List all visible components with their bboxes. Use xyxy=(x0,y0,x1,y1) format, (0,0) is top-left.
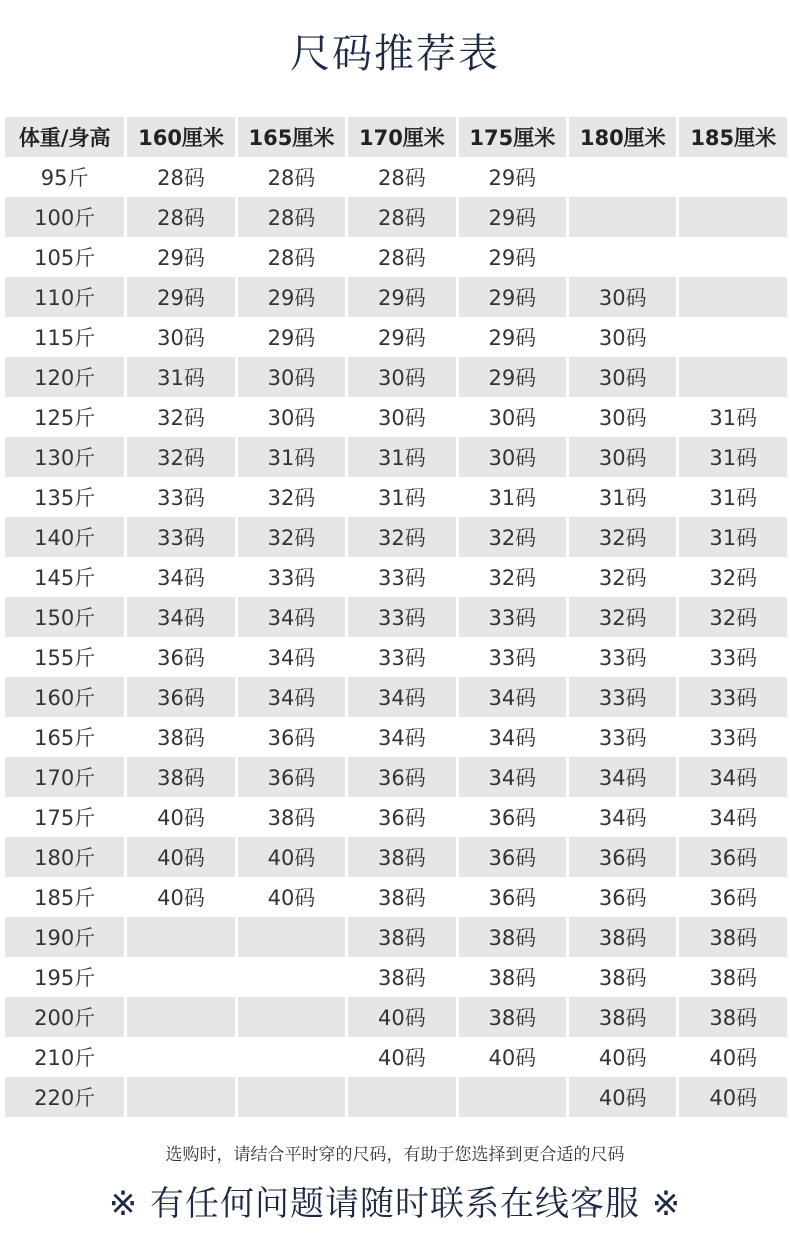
size-cell xyxy=(127,1077,234,1117)
table-row xyxy=(5,437,787,477)
weight-cell: 115斤 xyxy=(34,326,96,350)
size-cell: 36码 xyxy=(488,886,537,910)
weight-cell: 200斤 xyxy=(5,997,124,1037)
size-cell: 40码 xyxy=(267,886,316,910)
size-cell: 29码 xyxy=(127,277,234,317)
size-cell: 40码 xyxy=(238,837,345,877)
size-cell: 36码 xyxy=(348,757,455,797)
size-cell: 28码 xyxy=(267,246,316,270)
size-cell xyxy=(679,357,787,397)
size-cell: 28码 xyxy=(238,197,345,237)
table-row xyxy=(5,517,787,557)
size-cell: 32码 xyxy=(238,517,345,557)
size-cell xyxy=(127,997,234,1037)
weight-cell: 160斤 xyxy=(5,677,124,717)
size-cell: 36码 xyxy=(459,837,566,877)
size-cell: 38码 xyxy=(459,917,566,957)
table-row xyxy=(5,677,787,717)
table-row xyxy=(5,197,787,237)
size-cell: 30码 xyxy=(378,406,426,430)
header-height-4: 175厘米 xyxy=(459,117,566,157)
table-row xyxy=(5,157,787,197)
size-cell: 28码 xyxy=(157,166,205,190)
size-cell: 32码 xyxy=(598,566,647,590)
size-cell xyxy=(348,1077,455,1117)
page-title: 尺码推荐表 xyxy=(290,31,500,77)
size-cell: 31码 xyxy=(709,486,758,510)
table-row xyxy=(5,317,787,357)
size-cell: 33码 xyxy=(378,646,426,670)
size-cell: 30码 xyxy=(267,406,316,430)
size-cell: 38码 xyxy=(488,966,537,990)
size-cell: 34码 xyxy=(459,677,566,717)
size-cell: 33码 xyxy=(598,726,647,750)
size-cell: 34码 xyxy=(709,806,758,830)
size-cell: 34码 xyxy=(127,597,234,637)
header-height-5: 180厘米 xyxy=(569,117,676,157)
size-cell: 38码 xyxy=(598,966,647,990)
header-weight-height: 体重/身高 xyxy=(5,117,124,157)
size-cell: 36码 xyxy=(378,806,426,830)
weight-cell: 150斤 xyxy=(5,597,124,637)
size-cell: 34码 xyxy=(459,757,566,797)
size-cell: 33码 xyxy=(709,646,758,670)
size-cell xyxy=(127,957,234,997)
size-cell: 32码 xyxy=(569,517,676,557)
size-cell: 38码 xyxy=(348,837,455,877)
weight-cell: 145斤 xyxy=(34,566,96,590)
size-cell xyxy=(679,277,787,317)
table-row xyxy=(5,917,787,957)
size-cell: 34码 xyxy=(598,806,647,830)
size-cell: 33码 xyxy=(348,597,455,637)
size-cell xyxy=(679,317,787,357)
size-cell: 38码 xyxy=(709,966,758,990)
size-cell: 32码 xyxy=(348,517,455,557)
size-cell: 33码 xyxy=(679,677,787,717)
size-cell: 33码 xyxy=(459,597,566,637)
size-cell: 40码 xyxy=(157,886,205,910)
size-cell: 32码 xyxy=(679,597,787,637)
size-cell: 38码 xyxy=(157,726,205,750)
size-cell: 36码 xyxy=(267,726,316,750)
size-cell: 31码 xyxy=(709,406,758,430)
size-cell: 38码 xyxy=(378,966,426,990)
weight-cell: 125斤 xyxy=(34,406,96,430)
size-cell xyxy=(238,1077,345,1117)
size-cell: 40码 xyxy=(348,997,455,1037)
table-row xyxy=(5,1037,787,1077)
size-cell: 32码 xyxy=(459,517,566,557)
table-body xyxy=(5,157,787,1117)
size-cell: 29码 xyxy=(238,277,345,317)
size-cell: 33码 xyxy=(709,726,758,750)
size-cell: 38码 xyxy=(459,997,566,1037)
weight-cell: 180斤 xyxy=(5,837,124,877)
size-chart-table xyxy=(2,117,790,1117)
size-cell: 32码 xyxy=(569,597,676,637)
size-cell: 33码 xyxy=(569,677,676,717)
size-cell: 36码 xyxy=(598,886,647,910)
weight-cell: 170斤 xyxy=(5,757,124,797)
weight-cell: 95斤 xyxy=(40,166,89,190)
contact-service-text: ※ 有任何问题请随时联系在线客服 ※ xyxy=(108,1184,682,1224)
size-cell: 30码 xyxy=(598,406,647,430)
size-cell: 30码 xyxy=(348,357,455,397)
table-row xyxy=(5,557,787,597)
size-cell: 31码 xyxy=(679,517,787,557)
weight-cell: 175斤 xyxy=(34,806,96,830)
weight-cell: 100斤 xyxy=(5,197,124,237)
size-cell: 38码 xyxy=(378,886,426,910)
size-cell: 32码 xyxy=(267,486,316,510)
weight-cell: 110斤 xyxy=(5,277,124,317)
size-cell: 28码 xyxy=(348,197,455,237)
size-cell: 34码 xyxy=(267,646,316,670)
size-cell: 30码 xyxy=(598,326,647,350)
table-row xyxy=(5,477,787,517)
weight-cell: 185斤 xyxy=(34,886,96,910)
size-cell: 38码 xyxy=(679,997,787,1037)
size-cell: 28码 xyxy=(127,197,234,237)
size-cell: 38码 xyxy=(267,806,316,830)
size-cell xyxy=(679,197,787,237)
size-cell: 29码 xyxy=(267,326,316,350)
size-cell xyxy=(679,237,787,277)
size-cell: 31码 xyxy=(348,437,455,477)
size-cell: 40码 xyxy=(679,1077,787,1117)
table-row xyxy=(5,237,787,277)
table-row xyxy=(5,637,787,677)
size-cell: 30码 xyxy=(488,406,537,430)
table-header-row xyxy=(5,117,787,157)
size-cell xyxy=(238,997,345,1037)
size-cell: 40码 xyxy=(157,806,205,830)
size-cell: 34码 xyxy=(378,726,426,750)
size-cell: 38码 xyxy=(348,917,455,957)
size-cell: 30码 xyxy=(569,277,676,317)
size-cell: 28码 xyxy=(378,166,426,190)
size-cell: 33码 xyxy=(127,517,234,557)
size-cell: 34码 xyxy=(679,757,787,797)
header-height-6: 185厘米 xyxy=(679,117,787,157)
size-cell: 29码 xyxy=(378,326,426,350)
size-cell: 29码 xyxy=(488,326,537,350)
weight-cell: 120斤 xyxy=(5,357,124,397)
size-cell: 29码 xyxy=(348,277,455,317)
size-cell: 30码 xyxy=(569,357,676,397)
size-cell: 32码 xyxy=(709,566,758,590)
size-cell: 36码 xyxy=(127,677,234,717)
weight-cell: 135斤 xyxy=(34,486,96,510)
size-cell: 32码 xyxy=(488,566,537,590)
size-cell: 33码 xyxy=(598,646,647,670)
size-cell: 30码 xyxy=(569,437,676,477)
size-cell: 33码 xyxy=(378,566,426,590)
table-row xyxy=(5,717,787,757)
weight-cell: 140斤 xyxy=(5,517,124,557)
size-cell: 29码 xyxy=(488,166,537,190)
size-cell: 34码 xyxy=(488,726,537,750)
size-cell: 33码 xyxy=(157,486,205,510)
weight-cell: 105斤 xyxy=(34,246,96,270)
purchase-note: 选购时，请结合平时穿的尺码，有助于您选择到更合适的尺码 xyxy=(165,1145,625,1165)
table-row xyxy=(5,357,787,397)
size-cell xyxy=(238,957,345,997)
size-cell: 38码 xyxy=(569,997,676,1037)
table-row xyxy=(5,277,787,317)
header-height-2: 165厘米 xyxy=(238,117,345,157)
table-row xyxy=(5,1077,787,1117)
size-cell xyxy=(127,917,234,957)
size-cell: 34码 xyxy=(569,757,676,797)
table-row xyxy=(5,757,787,797)
size-cell: 29码 xyxy=(459,277,566,317)
size-cell: 32码 xyxy=(157,406,205,430)
table-row xyxy=(5,877,787,917)
size-cell xyxy=(569,197,676,237)
size-cell: 29码 xyxy=(459,197,566,237)
size-cell: 40码 xyxy=(378,1046,426,1070)
size-cell: 40码 xyxy=(598,1046,647,1070)
size-cell: 31码 xyxy=(598,486,647,510)
size-cell: 33码 xyxy=(488,646,537,670)
size-cell xyxy=(459,1077,566,1117)
table-row xyxy=(5,837,787,877)
size-cell: 31码 xyxy=(127,357,234,397)
size-cell: 36码 xyxy=(157,646,205,670)
size-cell xyxy=(569,237,676,277)
size-cell: 28码 xyxy=(267,166,316,190)
size-cell: 31码 xyxy=(378,486,426,510)
weight-cell: 190斤 xyxy=(5,917,124,957)
table-row xyxy=(5,997,787,1037)
size-cell xyxy=(569,157,676,197)
size-cell: 34码 xyxy=(238,677,345,717)
size-cell: 28码 xyxy=(378,246,426,270)
size-cell: 30码 xyxy=(157,326,205,350)
size-cell: 29码 xyxy=(459,357,566,397)
size-cell xyxy=(238,1037,345,1077)
size-cell: 40码 xyxy=(709,1046,758,1070)
size-cell: 36码 xyxy=(709,886,758,910)
size-cell: 34码 xyxy=(348,677,455,717)
weight-cell: 155斤 xyxy=(34,646,96,670)
weight-cell: 195斤 xyxy=(34,966,96,990)
size-cell: 38码 xyxy=(127,757,234,797)
weight-cell: 220斤 xyxy=(5,1077,124,1117)
size-cell: 40码 xyxy=(127,837,234,877)
size-cell: 40码 xyxy=(488,1046,537,1070)
size-cell: 40码 xyxy=(569,1077,676,1117)
table-row xyxy=(5,597,787,637)
weight-cell: 165斤 xyxy=(34,726,96,750)
size-cell: 32码 xyxy=(127,437,234,477)
header-height-1: 160厘米 xyxy=(127,117,234,157)
size-cell xyxy=(679,157,787,197)
size-cell: 34码 xyxy=(157,566,205,590)
size-cell: 36码 xyxy=(488,806,537,830)
size-cell: 29码 xyxy=(157,246,205,270)
header-height-3: 170厘米 xyxy=(348,117,455,157)
table-row xyxy=(5,397,787,437)
size-cell: 34码 xyxy=(238,597,345,637)
size-cell: 30码 xyxy=(459,437,566,477)
size-cell: 36码 xyxy=(679,837,787,877)
size-cell: 30码 xyxy=(238,357,345,397)
size-cell: 31码 xyxy=(488,486,537,510)
weight-cell: 210斤 xyxy=(34,1046,96,1070)
size-cell: 33码 xyxy=(267,566,316,590)
size-cell: 38码 xyxy=(679,917,787,957)
size-cell xyxy=(127,1037,234,1077)
size-cell: 36码 xyxy=(238,757,345,797)
size-cell: 29码 xyxy=(488,246,537,270)
size-cell xyxy=(238,917,345,957)
size-cell: 36码 xyxy=(569,837,676,877)
table-row xyxy=(5,957,787,997)
size-cell: 38码 xyxy=(569,917,676,957)
weight-cell: 130斤 xyxy=(5,437,124,477)
table-row xyxy=(5,797,787,837)
size-cell: 31码 xyxy=(238,437,345,477)
size-cell: 31码 xyxy=(679,437,787,477)
